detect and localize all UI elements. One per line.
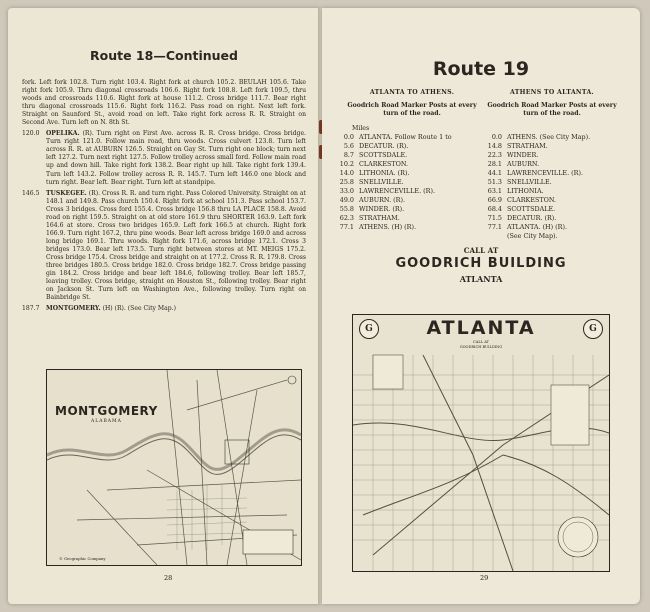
list-item: 14.8 STRATHAM. [487,142,548,150]
town-name: MONTGOMERY. [46,305,101,313]
g-seal-icon: G [359,319,379,339]
list-item: 51.3 SNELLVILLE. [487,178,552,186]
atlanta-map-drawing [353,315,609,571]
call-at-label: CALL AT [463,246,499,255]
town-name: OPELIKA. [46,130,80,138]
mileage: 120.0 [22,130,40,138]
g-seal-icon: G [583,319,603,339]
atlanta-map-call: CALL AT [472,340,490,344]
marker-note-col2: Goodrich Road Marker Posts at every turn of the road. [487,102,617,117]
list-item: 49.0 AUBURN. (R). [339,196,405,204]
page-number: 29 [480,574,489,582]
list-item: 77.1 ATLANTA. (H) (R). [487,223,567,231]
list-item: 0.0 ATLANTA. Follow Route 1 to [343,133,452,141]
atlanta-map-building: GOODRICH BUILDING [459,345,503,349]
list-item: 0.0 ATHENS. (See City Map). [491,133,591,141]
list-item: 44.1 LAWRENCEVILLE. (R). [487,169,583,177]
atlanta-to-athens-list [334,133,452,232]
montgomery-map-drawing [47,370,301,565]
atlanta-map-title: ATLANTA [426,317,536,339]
right-page [322,8,640,604]
left-page [8,8,320,604]
list-item: 68.4 SCOTTSDALE. [487,205,556,213]
town-name: TUSKEGEE. [46,189,87,197]
mileage: 146.5 [22,189,40,197]
list-item: 25.8 SNELLVILLE. [339,178,404,186]
route-19-heading: Route 19 [432,58,530,80]
direction-paragraph: 187.7 MONTGOMERY. (H) (R). (See City Map.) [22,305,177,313]
montgomery-map-subtitle: ALABAMA [91,419,122,424]
list-item: 5.6 DECATUR. (R). [343,142,409,150]
goodrich-building-label: GOODRICH BUILDING [395,256,567,271]
direction-paragraph: 120.0 OPELIKA. (R). Turn right on First Ave. across R. R. Cross bridge. Cross bridge. Turn right 121.0. Follow main road, thru woods. Cross culvert 123.8. Turn left across R. R. at AUBURN 126.5. Straight on Gay St. Turn right one block; turn next left 127.2. Turn next right 127.5. Follow trolley across small ford. Follow main road up and down hill. Take right fork 138.2. Bear right up hill. Take right fork 139.4. Turn left 143.2. Follow trolley across R. R. 145.7. Turn left 146.0 one block and turn right. Bear left. Bear right. Turn left at standpipe. [22,130,306,186]
direction-paragraph: fork. Left fork 102.8. Turn right 103.4. Right fork at church 105.2. BEULAH 105.6. Take right fork 105.9. Thru diagonal crossroads 106.6. Right fork 108.8. Left fork 109.5, thru woods and crossroads 110.6. Right fork at house 111.2. Cross bridge 111.7. Bear right thru diagonal crossroads 115.6. Right fork 116.2. Pass road on right. Next left fork. Straight on Saunford St., avoid road on left. Take right fork across R. R. Straight on Second Ave. Turn left on N. 8th St. [22,79,306,127]
athens-to-atlanta-list [482,133,590,241]
list-item: (See City Map). [507,232,558,240]
list-item: 71.5 DECATUR. (R). [487,214,557,222]
page-number: 28 [164,574,173,582]
list-item: 8.7 SCOTTSDALE. [343,151,408,159]
miles-label: Miles [352,125,370,132]
list-item: 22.3 WINDER. [487,151,539,159]
list-item: 10.2 CLARKESTON. [339,160,409,168]
direction-athens-to-atlanta: ATHENS TO ALTANTA. [509,89,595,96]
map-copyright: © Geographic Company [59,556,106,561]
list-item: 55.8 WINDER. (R). [339,205,405,213]
list-item: 28.1 AUBURN. [487,160,540,168]
marker-note-col1: Goodrich Road Marker Posts at every turn of the road. [347,102,477,117]
direction-atlanta-to-athens: ATLANTA TO ATHENS. [369,89,455,96]
list-item: 14.0 LITHONIA. (R). [339,169,410,177]
list-item: 62.3 STRATHAM. [339,214,400,222]
list-item: 63.1 LITHONIA. [487,187,544,195]
list-item: 77.1 ATHENS. (H) (R). [339,223,416,231]
route-18-heading: Route 18—Continued [90,48,238,63]
mileage: 187.7 [22,305,40,313]
list-item: 66.9 CLARKESTON. [487,196,557,204]
atlanta-city-map [352,314,610,572]
list-item: 33.0 LAWRENCEVILLE. (R). [339,187,435,195]
montgomery-city-map [46,369,302,566]
direction-paragraph: 146.5 TUSKEGEE. (R). Cross R. R. and turn right. Pass Colored University. Straight on at 148.1 and 149.8. Pass church 150.4. Right fork at school 151.3. Pass school 153.7. Cross 3 bridges. Cross ford 155.4. Cross bridge 156.8 thru LA PLACE 158.8. Avoid road on right 159.5. Straight on at old store 161.9 thru SHORTER 163.9. Left fork 164.6 at store. Cross two bridges 165.9. Left fork 166.5 at church. Right fork 166.9. Turn right 167.2, thru pine woods. Bear left across bridge 169.0 and across long bridge 169.1. Thru woods. Right fork 171.6, across bridge 172.1. Cross 3 bridges 173.0. Bear left 173.5. Turn right between stores at MT. MEIGS 175.2. Cross bridge 175.4. Cross bridge and straight on at 177.2. Cross R. R. 179.8. Cross three bridges 180.5. Cross bridge 182.0. Cross bridge 182.7. Cross bridge passing gin 184.2. Cross bridge and bear left 184.6, following trolley. Bear left 185.7, leaving trolley. Cross bridge, straight on Houston St., following trolley. Bear right on Jackson St. Turn left on Washington Ave., following trolley. Turn right on Bainbridge St. [22,189,306,302]
montgomery-map-title: MONTGOMERY [55,404,158,418]
atlanta-label: ATLANTA [459,274,503,284]
route-18-directions [22,79,306,316]
